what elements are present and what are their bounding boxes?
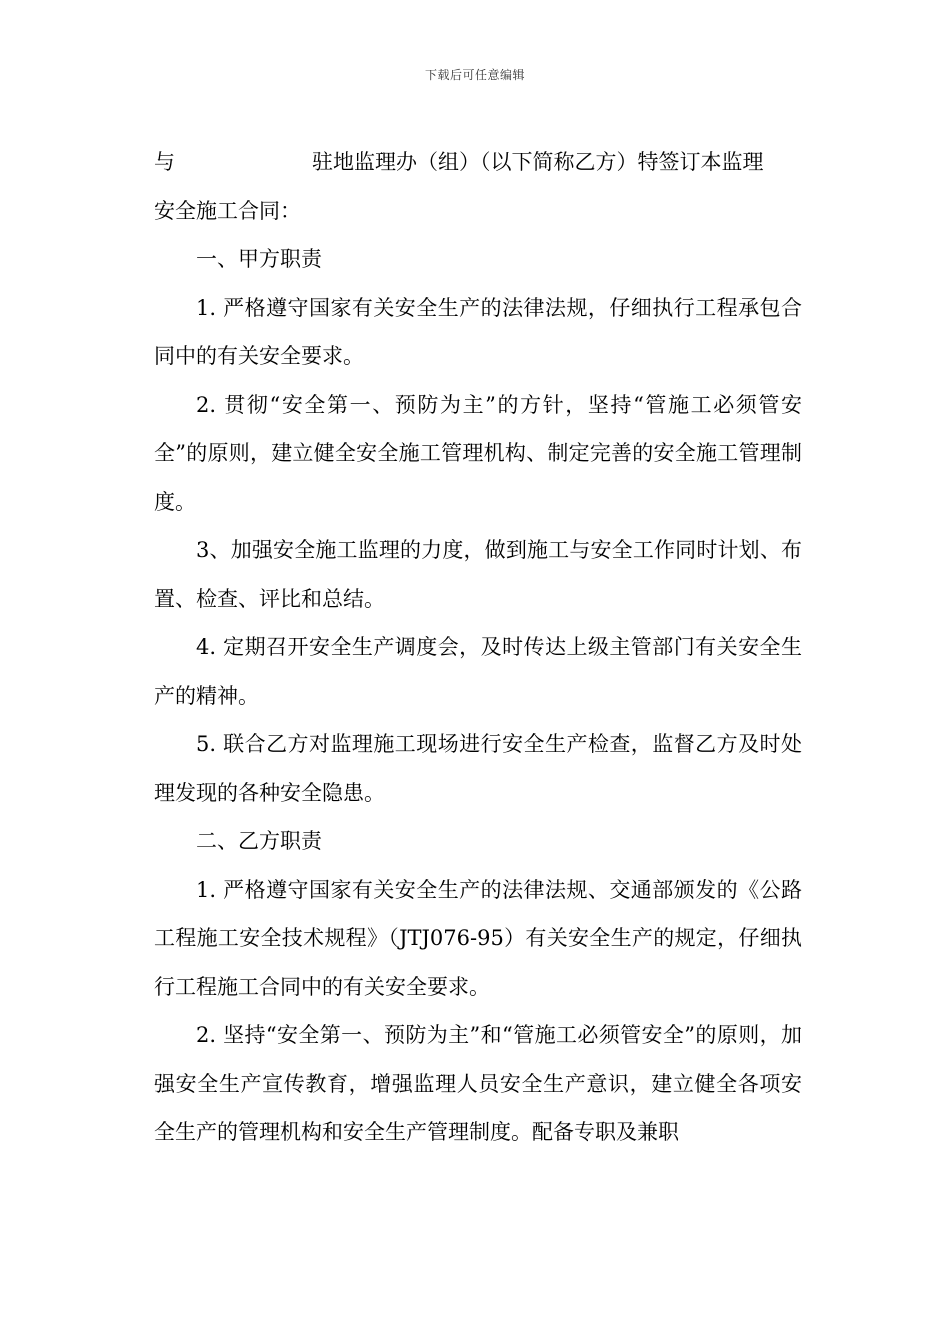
opening-line-2: 安全施工合同： <box>154 198 301 223</box>
section-heading-party-b: 二、乙方职责 <box>196 829 322 853</box>
opening-line-1 <box>154 138 802 187</box>
page-header-note: 下载后可任意编辑 <box>424 68 525 82</box>
party-a-item-4: 4. 定期召开安全生产调度会，及时传达上级主管部门有关安全生产的精神。 <box>154 635 802 708</box>
section-heading-party-a: 一、甲方职责 <box>196 247 322 271</box>
party-a-item-3: 3、加强安全施工监理的力度，做到施工与安全工作同时计划、布置、检查、评比和总结。 <box>154 538 802 611</box>
opening-paragraph <box>154 138 802 235</box>
opening-prefix: 与 <box>154 150 175 174</box>
party-a-item-2: 2. 贯彻“安全第一、预防为主”的方针，坚持“管施工必须管安全”的原则，建立健全安全施工管理机构、制定完善的安全施工管理制度。 <box>154 392 802 514</box>
party-b-item-1: 1. 严格遵守国家有关安全生产的法律法规、交通部颁发的《公路工程施工安全技术规程》（JTJ076-95）有关安全生产的规定，仔细执行工程施工合同中的有关安全要求。 <box>154 877 802 999</box>
party-a-item-1: 1. 严格遵守国家有关安全生产的法律法规，仔细执行工程承包合同中的有关安全要求。 <box>154 295 802 368</box>
opening-suffix: 驻地监理办（组）（以下简称乙方）特签订本监理 <box>312 150 764 174</box>
party-a-item-5: 5. 联合乙方对监理施工现场进行安全生产检查，监督乙方及时处理发现的各种安全隐患。 <box>154 732 802 805</box>
party-b-item-2: 2. 坚持“安全第一、预防为主”和“管施工必须管安全”的原则，加强安全生产宣传教育，增强监理人员安全生产意识，建立健全各项安全生产的管理机构和安全生产管理制度。配备专职及兼职 <box>154 1023 802 1144</box>
document-body <box>154 138 802 1157</box>
